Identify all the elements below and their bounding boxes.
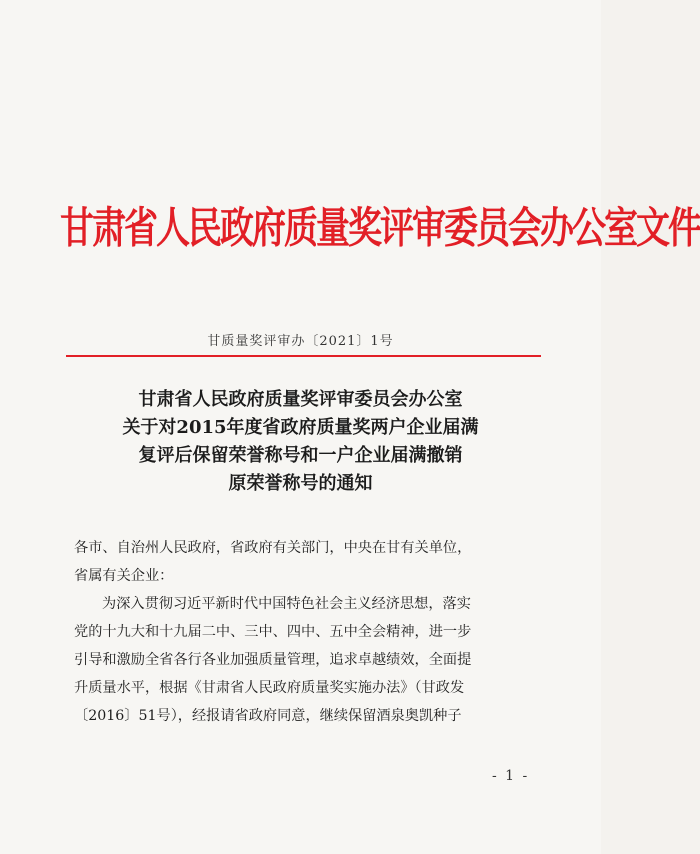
- addressee-line: 省属有关企业：: [74, 568, 174, 584]
- body-line: 引导和激励全省各行各业加强质量管理，追求卓越绩效，全面提: [74, 652, 472, 668]
- notice-title-line: 关于对2015年度省政府质量奖两户企业届满: [122, 417, 479, 438]
- page-number: - 1 -: [492, 768, 530, 784]
- body-line: 升质量水平，根据《甘肃省人民政府质量奖实施办法》（甘政发: [74, 680, 465, 696]
- document-header-title: 甘肃省人民政府质量奖评审委员会办公室文件: [60, 203, 700, 254]
- document-number: 甘质量奖评审办〔2021〕1号: [207, 334, 394, 349]
- red-divider-line: [66, 355, 541, 357]
- body-line: 〔2016〕51号），经报请省政府同意，继续保留酒泉奥凯种子: [74, 708, 462, 724]
- notice-body: [74, 534, 549, 730]
- notice-title-line: 复评后保留荣誉称号和一户企业届满撤销: [138, 445, 463, 466]
- notice-title-line: 甘肃省人民政府质量奖评审委员会办公室: [138, 389, 463, 410]
- body-line: 为深入贯彻习近平新时代中国特色社会主义经济思想，落实: [102, 596, 471, 612]
- notice-title-line: 原荣誉称号的通知: [228, 473, 373, 494]
- body-line: 党的十九大和十九届二中、三中、四中、五中全会精神，进一步: [74, 624, 472, 640]
- notice-title: [70, 386, 531, 498]
- addressee-line: 各市、自治州人民政府，省政府有关部门，中央在甘有关单位，: [74, 540, 472, 556]
